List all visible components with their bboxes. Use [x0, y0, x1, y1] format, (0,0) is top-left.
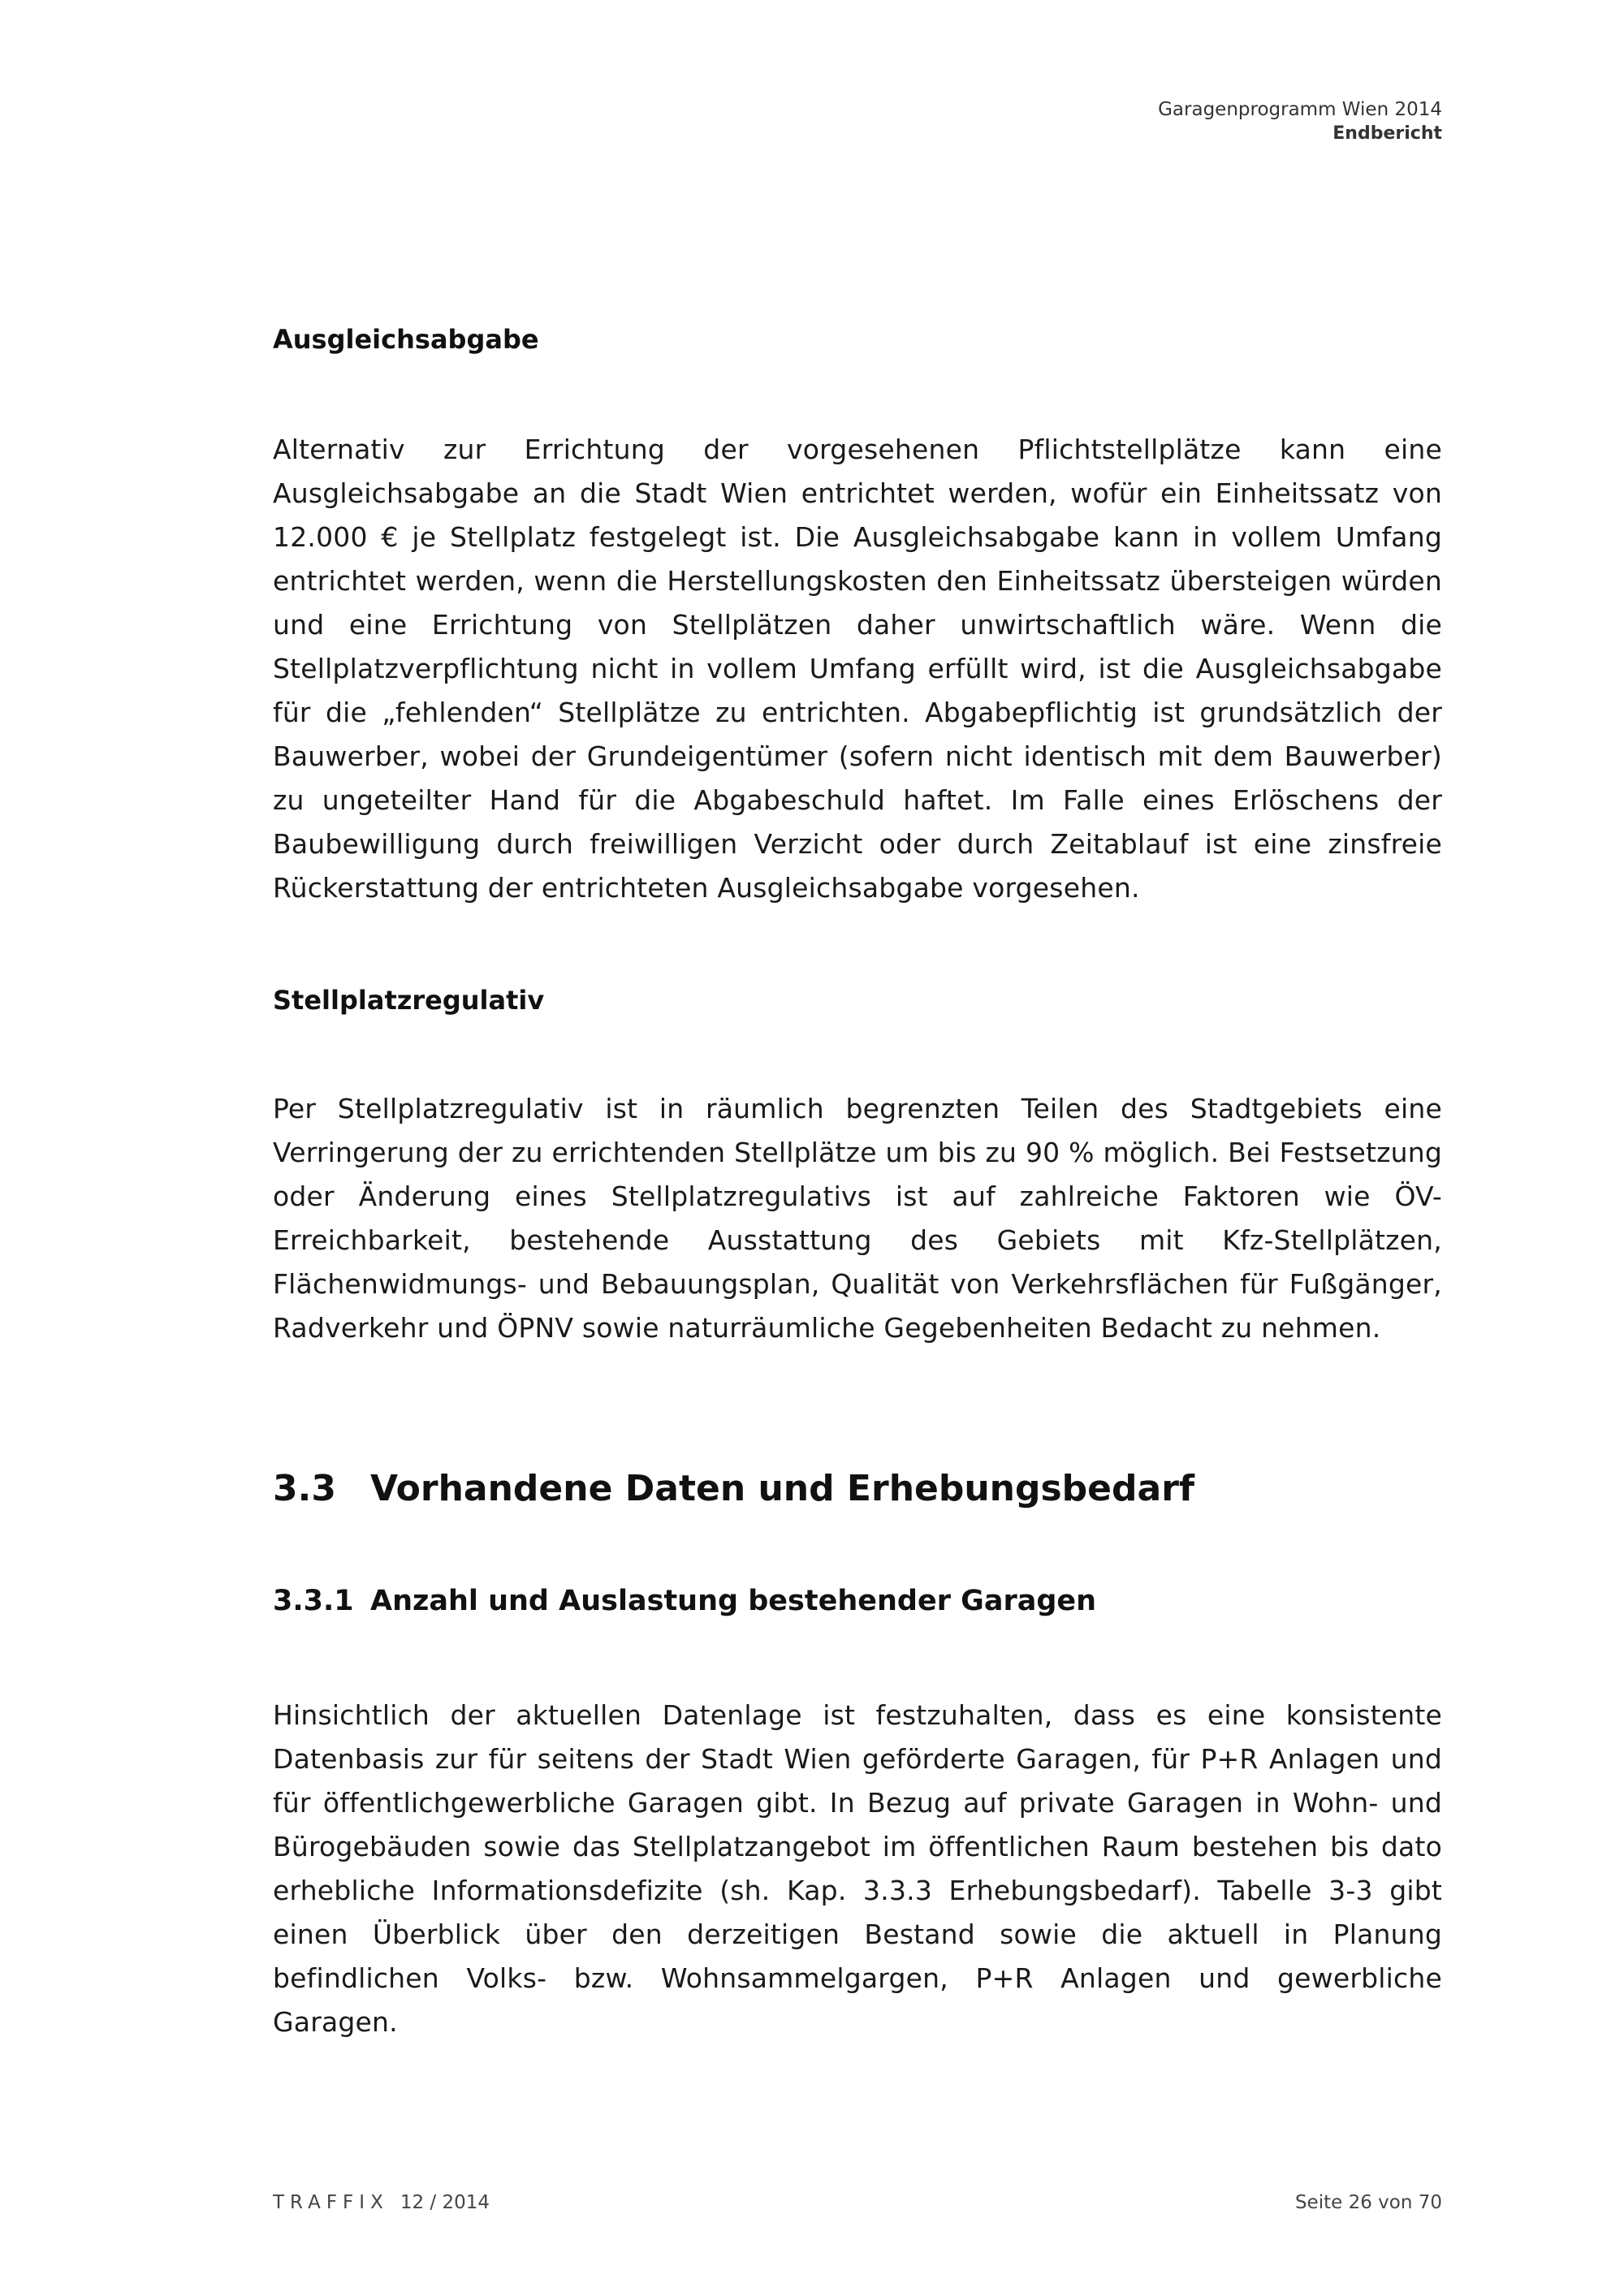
document-subtitle: Endbericht	[1332, 123, 1442, 144]
subchapter-number: 3.3.1	[273, 1585, 354, 1617]
paragraph-stellplatzregulativ: Per Stellplatzregulativ ist in räumlich begrenzten Teilen des Stadtgebiets eine Verringerung der zu errichtenden Stellplätze um bis zu 90 % möglich. Bei Festsetzung oder Änderung eines Stellplatzregulativs ist auf zahlreiche Faktoren wie ÖV-Erreichbarkeit, bestehende Ausstattung des Gebiets mit Kfz-Stellplätzen, Flächenwidmungs- und Bebauungsplan, Qualität von Verkehrsflächen für Fußgänger, Radverkehr und ÖPNV sowie naturräumliche Gegebenheiten Bedacht zu nehmen.	[273, 1093, 1442, 1344]
page-header	[1158, 97, 1442, 146]
subchapter-heading	[273, 1583, 1096, 1619]
footer-date: 12 / 2014	[400, 2192, 490, 2213]
paragraph-ausgleichsabgabe: Alternativ zur Errichtung der vorgesehenen Pflichtstellplätze kann eine Ausgleichsabgabe an die Stadt Wien entrichtet werden, wofür ein Einheitssatz von 12.000 € je Stellplatz festgelegt ist. Die Ausgleichsabgabe kann in vollem Umfang entrichtet werden, wenn die Herstellungskosten den Einheitssatz übersteigen würden und eine Errichtung von Stellplätzen daher unwirtschaftlich wäre. Wenn die Stellplatzverpflichtung nicht in vollem Umfang erfüllt wird, ist die Ausgleichsabgabe für die „fehlenden“ Stellplätze zu entrichten. Abgabepflichtig ist grundsätzlich der Bauwerber, wobei der Grundeigentümer (sofern nicht identisch mit dem Bauwerber) zu ungeteilter Hand für die Abgabeschuld haftet. Im Falle eines Erlöschens der Baubewilligung durch freiwilligen Verzicht oder durch Zeitablauf ist eine zinsfreie Rückerstattung der entrichteten Ausgleichsabgabe vorgesehen.	[273, 434, 1442, 904]
paragraph-garagen: Hinsichtlich der aktuellen Datenlage ist festzuhalten, dass es eine konsistente Datenbasis zur für seitens der Stadt Wien geförderte Garagen, für P+R Anlagen und für öffentlichgewerbliche Garagen gibt. In Bezug auf private Garagen in Wohn- und Bürogebäuden sowie das Stellplatzangebot im öffentlichen Raum bestehen bis dato erhebliche Informationsdefizite (sh. Kap. 3.3.3 Erhebungsbedarf). Tabelle 3-3 gibt einen Überblick über den derzeitigen Bestand sowie die aktuell in Planung befindlichen Volks- bzw. Wohnsammelgargen, P+R Anlagen und gewerbliche Garagen.	[273, 1699, 1442, 2038]
chapter-number: 3.3	[273, 1468, 336, 1509]
chapter-title: Vorhandene Daten und Erhebungsbedarf	[370, 1468, 1195, 1509]
page-number: Seite 26 von 70	[1294, 2192, 1442, 2213]
document-title: Garagenprogramm Wien 2014	[1158, 99, 1442, 120]
page-footer-left	[273, 2192, 490, 2213]
chapter-heading	[273, 1466, 1194, 1512]
heading-stellplatzregulativ: Stellplatzregulativ	[273, 985, 545, 1016]
subchapter-title: Anzahl und Auslastung bestehender Garagen	[370, 1585, 1097, 1617]
heading-ausgleichsabgabe: Ausgleichsabgabe	[273, 324, 539, 355]
footer-brand: TRAFFIX	[273, 2192, 389, 2213]
